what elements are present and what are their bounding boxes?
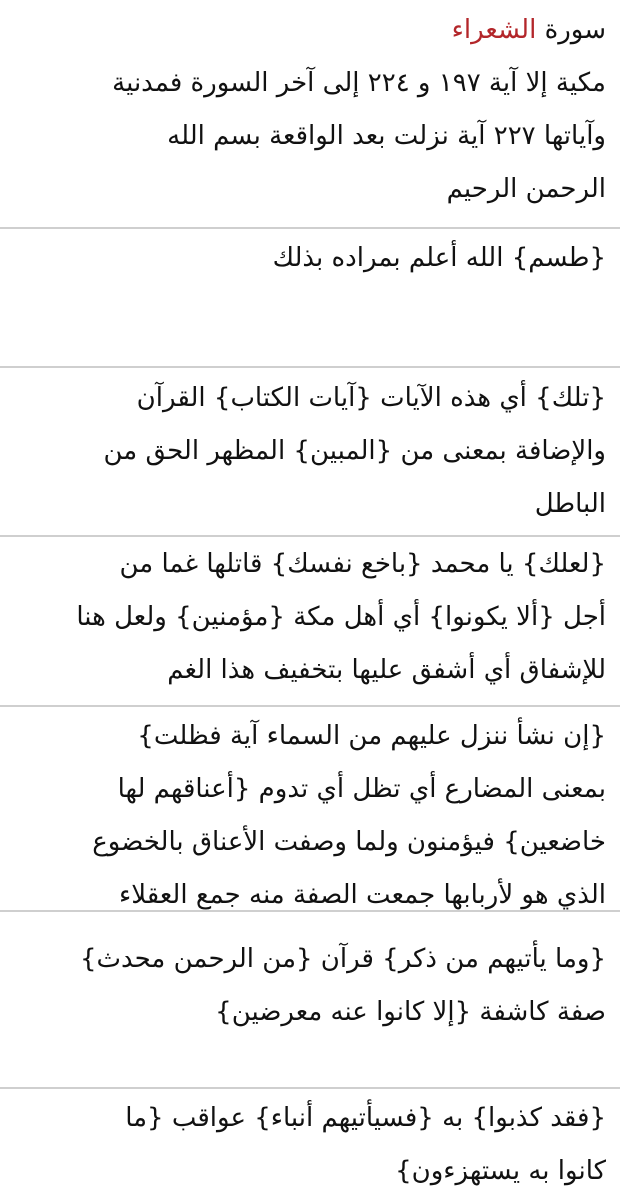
entry-line: خاضعين} فيؤمنون ولما وصفت الأعناق بالخضوع: [92, 827, 606, 857]
surah-intro-line: مكية إلا آية ١٩٧ و ٢٢٤ إلى آخر السورة فمدنية: [112, 68, 606, 98]
divider: [0, 910, 620, 912]
divider: [0, 227, 620, 229]
entry-line: بمعنى المضارع أي تظل أي تدوم {أعناقهم لها: [117, 774, 606, 804]
entry-line: {طسم} الله أعلم بمراده بذلك: [272, 243, 606, 273]
divider: [0, 705, 620, 707]
entry-line: والإضافة بمعنى من {المبين} المظهر الحق من: [103, 436, 606, 466]
entry-line: {وما يأتيهم من ذكر} قرآن {من الرحمن محدث}: [79, 944, 606, 974]
tafsir-entry: [0, 538, 620, 697]
entry-line: {تلك} أي هذه الآيات {آيات الكتاب} القرآن: [136, 383, 606, 413]
entry-line: {فقد كذبوا} به {فسيأتيهم أنباء} عواقب {ما: [125, 1103, 606, 1133]
surah-header: [0, 4, 620, 216]
surah-title-prefix: سورة: [544, 15, 606, 45]
surah-title: [10, 4, 606, 57]
tafsir-entry: [0, 232, 620, 285]
entry-line: الذي هو لأربابها جمعت الصفة منه جمع العقلاء: [118, 880, 606, 910]
entry-line: للإشفاق أي أشفق عليها بتخفيف هذا الغم: [167, 655, 606, 685]
tafsir-entry: [0, 933, 620, 1039]
divider: [0, 535, 620, 537]
entry-line: صفة كاشفة {إلا كانوا عنه معرضين}: [215, 997, 606, 1027]
surah-intro-line: وآياتها ٢٢٧ آية نزلت بعد الواقعة بسم الله: [167, 121, 606, 151]
entry-line: أجل {ألا يكونوا} أي أهل مكة {مؤمنين} ولعل هنا: [76, 602, 606, 632]
divider: [0, 1087, 620, 1089]
surah-title-name: الشعراء: [451, 15, 537, 45]
tafsir-entry: [0, 710, 620, 922]
entry-line: كانوا به يستهزءون}: [395, 1156, 606, 1186]
entry-line: {لعلك} يا محمد {باخع نفسك} قاتلها غما من: [119, 549, 606, 579]
divider: [0, 366, 620, 368]
entry-line: {إن نشأ ننزل عليهم من السماء آية فظلت}: [137, 721, 606, 751]
tafsir-entry: [0, 372, 620, 531]
tafsir-entry: [0, 1092, 620, 1198]
surah-intro-line: الرحمن الرحيم: [446, 174, 606, 204]
entry-line: الباطل: [534, 489, 606, 519]
